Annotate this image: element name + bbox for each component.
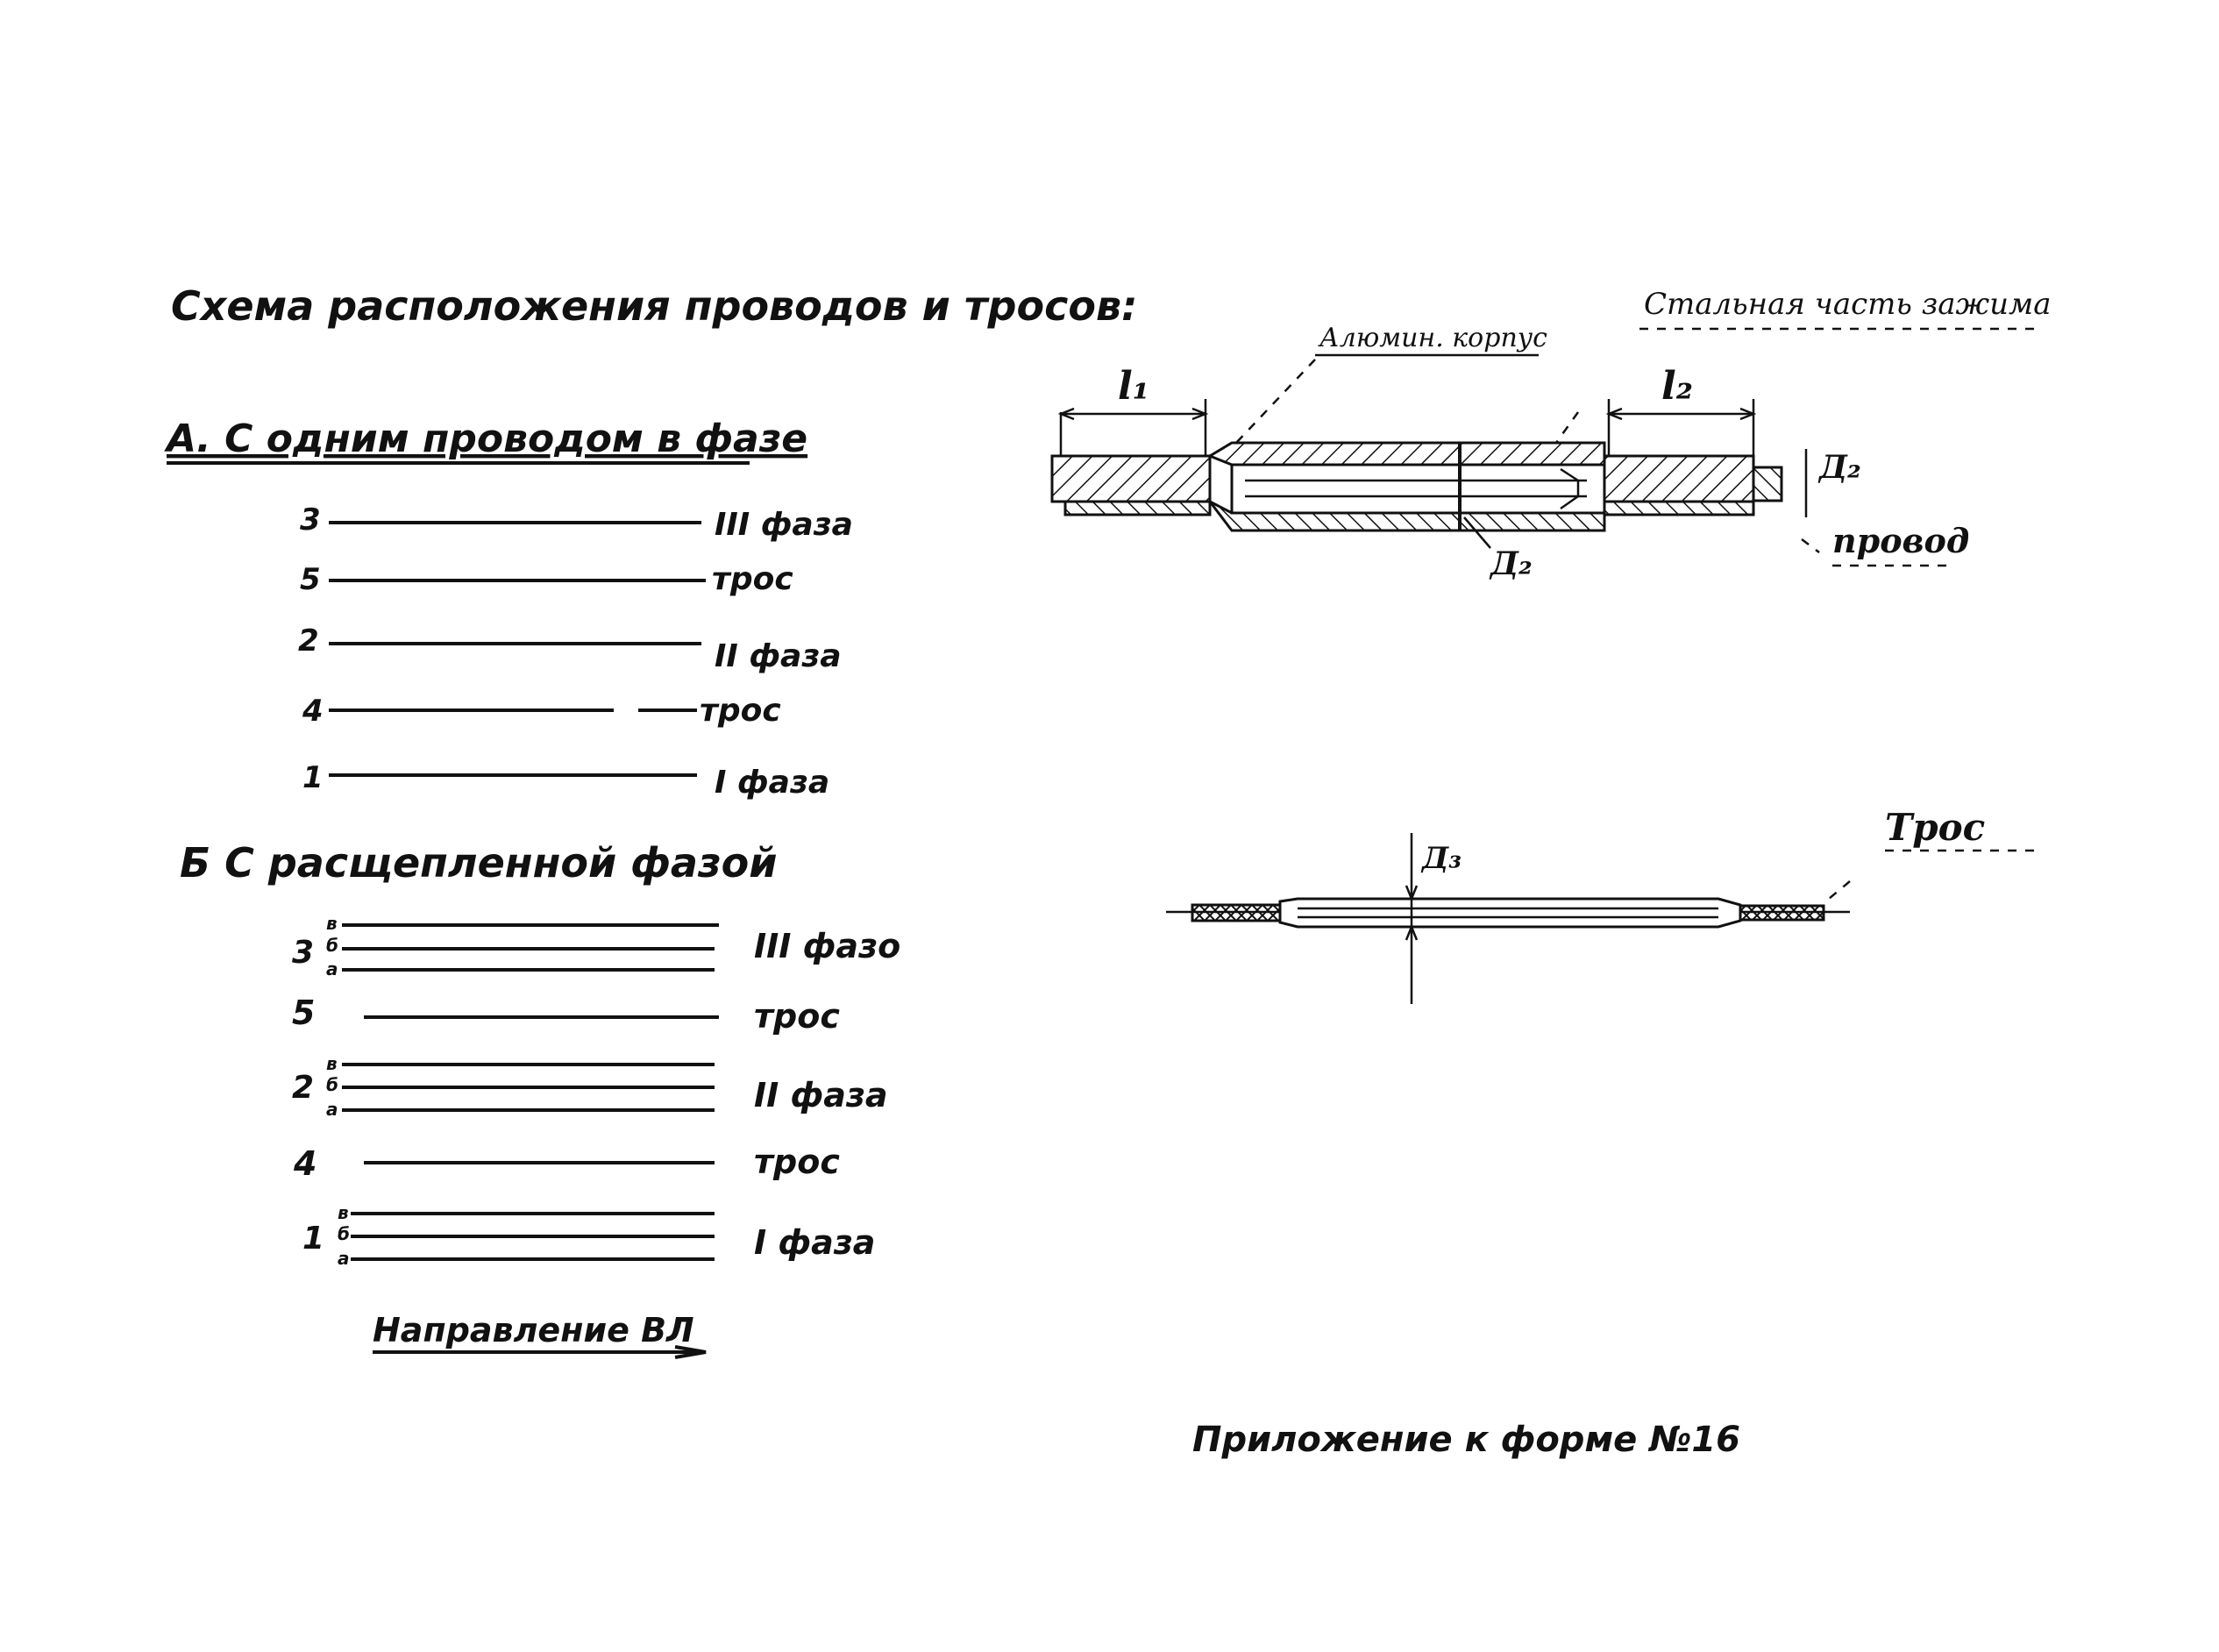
section-a-heading: А. С одним проводом в фазе (167, 417, 808, 461)
section-a-row-2 (298, 623, 842, 674)
cable-drawing (1166, 806, 2034, 1004)
dim-d2-inner-label: Д₂ (1490, 545, 1533, 582)
appendix-label: Приложение к форме №16 (1192, 1420, 1740, 1460)
page-title: Схема расположения проводов и тросов: (171, 282, 1138, 330)
section-a-row-4 (302, 693, 781, 729)
subconductor-label: в (338, 1202, 349, 1223)
subconductor-label: а (326, 1099, 338, 1120)
subconductor-label: а (338, 1248, 350, 1269)
row-number: 3 (292, 935, 315, 971)
row-number: 2 (298, 623, 319, 659)
dim-l2-label: l₂ (1661, 364, 1693, 409)
row-number: 5 (300, 562, 321, 597)
row-number: 1 (302, 1221, 325, 1257)
dim-d3-label: Д₃ (1422, 841, 1462, 876)
clamp-drawing (1052, 287, 2052, 582)
row-label: III фазо (754, 927, 901, 965)
row-label: II фаза (715, 638, 842, 674)
section-b-row-3 (292, 913, 900, 979)
subconductor-label: б (338, 1223, 350, 1244)
row-number: 4 (294, 1144, 317, 1183)
subconductor-label: в (326, 1053, 338, 1074)
row-label: трос (712, 561, 793, 597)
row-label: II фаза (754, 1076, 888, 1114)
right-wire-end (1753, 467, 1782, 501)
aluminum-body-bore (1232, 465, 1604, 513)
section-b-rows (292, 913, 900, 1269)
aluminum-body-label: Алюмин. корпус (1319, 323, 1547, 353)
row-number: 3 (300, 502, 321, 538)
section-b-row-4 (293, 1143, 840, 1183)
section-a-row-1 (302, 760, 829, 801)
dim-d2-outer-label: Д₂ (1819, 449, 1861, 486)
right-sleeve-lower (1604, 502, 1753, 515)
wire-leader (1802, 539, 1819, 552)
subconductor-label: а (326, 958, 338, 979)
row-number: 1 (302, 760, 324, 795)
section-b-row-5 (292, 993, 840, 1036)
row-label: трос (754, 1143, 840, 1181)
section-a-rows (298, 502, 853, 801)
subconductor-label: б (326, 1074, 338, 1095)
left-sleeve (1052, 456, 1210, 502)
row-label: трос (700, 693, 781, 729)
row-label: III фаза (715, 507, 853, 543)
section-a-row-3 (300, 502, 853, 543)
section-b-row-2 (292, 1053, 888, 1120)
subconductor-label: б (326, 935, 338, 956)
row-label: I фаза (754, 1223, 876, 1262)
row-label: трос (754, 997, 840, 1036)
direction-label: Направление ВЛ (373, 1311, 694, 1349)
cable-label: Трос (1885, 806, 1986, 849)
steel-part-label: Стальная часть зажима (1644, 287, 2052, 322)
aluminum-body-top (1210, 443, 1604, 465)
steel-part-leader (1556, 412, 1578, 443)
wire-label: провод (1832, 521, 1970, 560)
left-sleeve-lower (1065, 502, 1210, 515)
section-a-row-5 (300, 561, 793, 597)
row-number: 2 (292, 1070, 315, 1106)
cable-right-end (1740, 906, 1824, 920)
section-b-heading: Б С расщепленной фазой (180, 839, 778, 887)
cable-left-end (1192, 905, 1280, 921)
dim-l1-label: l₁ (1118, 364, 1149, 409)
cable-leader (1824, 881, 1850, 903)
row-number: 4 (302, 694, 324, 729)
right-sleeve (1604, 456, 1753, 502)
aluminum-body-leader (1236, 360, 1315, 443)
row-label: I фаза (715, 765, 830, 801)
subconductor-label: в (326, 913, 338, 934)
cable-body (1280, 899, 1740, 927)
section-b-row-1 (302, 1202, 875, 1269)
row-number: 5 (292, 993, 316, 1032)
